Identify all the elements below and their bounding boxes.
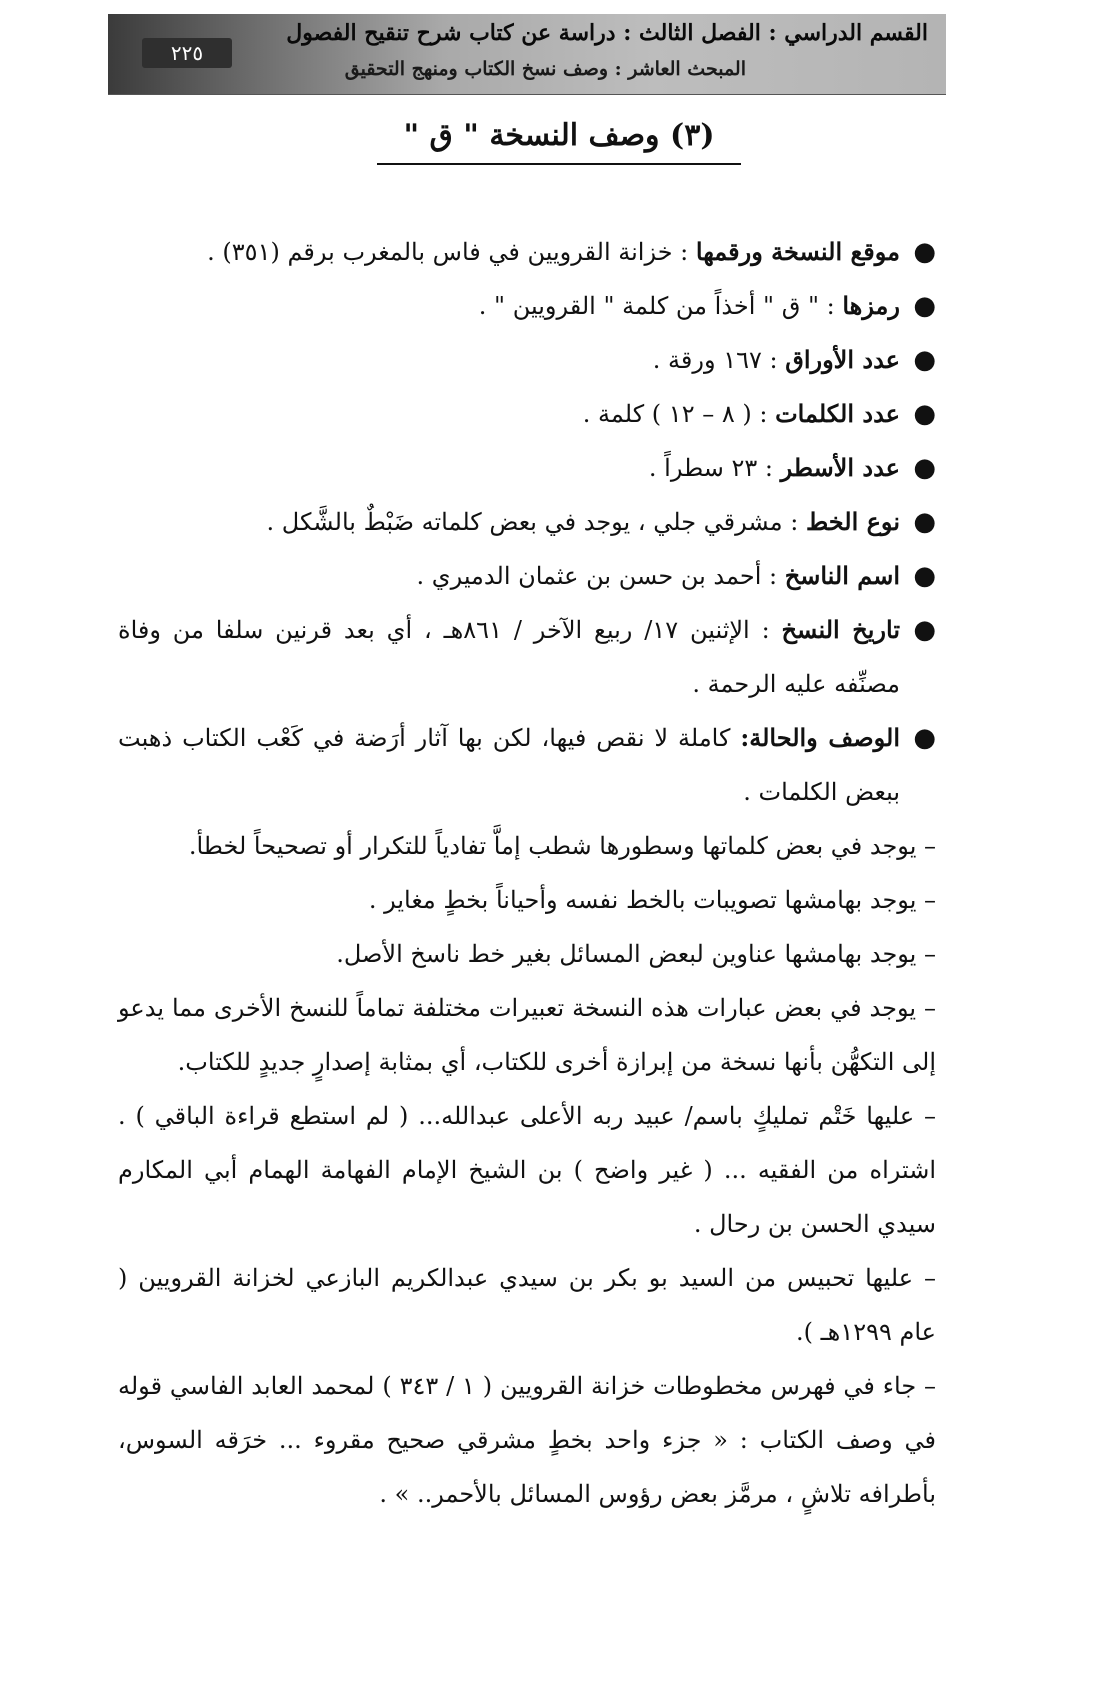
title-container — [0, 118, 1118, 165]
note-paragraph: – جاء في فهرس مخطوطات خزانة القرويين ( ١ / ٣٤٣ ) لمحمد العابد الفاسي قوله في وصف الكتاب : « جزء واحد بخطٍ مشرقي صحيح مقروء ... خرَقه السوس، بأطرافه تلاشٍ ، مرمَّز بعض رؤوس المسائل بالأحمر.. » . — [118, 1372, 937, 1508]
item-separator — [730, 724, 740, 752]
page-number: ٢٢٥ — [142, 38, 232, 68]
item-text: أحمد بن حسن بن عثمان الدميري . — [416, 562, 762, 590]
note-paragraph: – يوجد بهامشها عناوين لبعض المسائل بغير خط ناسخ الأصل. — [336, 940, 936, 968]
item-label: موقع النسخة ورقمها — [695, 237, 900, 266]
section-title: (٣) وصف النسخة " ق " — [377, 118, 740, 165]
bullet-icon: ● — [913, 615, 936, 645]
list-item — [118, 603, 936, 711]
item-label: عدد الأسطر — [780, 453, 900, 482]
item-separator: : — [749, 616, 782, 644]
item-text: ٢٣ سطراً . — [648, 454, 758, 482]
item-text: ( ٨ – ١٢ ) كلمة . — [582, 400, 752, 428]
item-label: رمزها — [842, 291, 900, 320]
list-item — [118, 549, 936, 603]
item-text: مشرقي جلي ، يوجد في بعض كلماته ضَبْطٌ بالشَّكل . — [266, 508, 783, 536]
note-paragraph: – يوجد في بعض كلماتها وسطورها شطب إماَّ تفادياً للتكرار أو تصحيحاً لخطأ. — [188, 832, 936, 860]
running-header — [108, 14, 946, 95]
list-item — [118, 711, 936, 819]
item-label: عدد الأوراق — [785, 345, 900, 374]
bullet-icon: ● — [913, 453, 936, 483]
item-text: كاملة لا نقص فيها، لكن بها آثار أرَضة في كَعْب الكتاب ذهبت ببعض الكلمات . — [118, 724, 900, 806]
item-label: تاريخ النسخ — [781, 615, 901, 644]
item-separator: : — [761, 346, 786, 374]
item-separator: : — [782, 508, 806, 536]
note-paragraph: – يوجد في بعض عبارات هذه النسخة تعبيرات مختلفة تماماً للنسخ الأخرى مما يدعو إلى التكهُّن بأنها نسخة من إبرازة أخرى للكتاب، أي بمثابة إصدارٍ جديدٍ للكتاب. — [118, 994, 936, 1076]
manuscript-details-list — [118, 225, 936, 819]
bullet-icon: ● — [913, 291, 936, 321]
note-paragraph: – يوجد بهامشها تصويبات بالخط نفسه وأحياناً بخطٍ مغاير . — [368, 886, 936, 914]
item-text: خزانة القرويين في فاس بالمغرب برقم (٣٥١) . — [207, 238, 673, 266]
note-paragraph: – عليها خَتْم تمليكٍ باسم/ عبيد ربه الأعلى عبدالله... ( لم استطع قراءة الباقي ) . اشتراه من الفقيه ... ( غير واضح ) بن الشيخ الإمام الفهامة الهمام أبي المكارم سيدي الحسن بن رحال . — [118, 1102, 936, 1238]
item-separator: : — [751, 400, 776, 428]
list-item — [118, 441, 936, 495]
bullet-icon: ● — [913, 399, 936, 429]
list-item — [118, 225, 936, 279]
item-separator: : — [757, 454, 781, 482]
item-separator: : — [819, 292, 843, 320]
item-separator: : — [672, 238, 696, 266]
item-label: الوصف والحالة: — [740, 723, 900, 752]
list-item — [118, 387, 936, 441]
item-label: عدد الكلمات — [775, 399, 900, 428]
document-body — [118, 225, 936, 1521]
item-label: نوع الخط — [805, 507, 900, 536]
header-section-title: القسم الدراسي : الفصل الثالث : دراسة عن كتاب شرح تنقيح الفصول — [286, 20, 928, 46]
item-text: ١٦٧ ورقة . — [652, 346, 762, 374]
list-item — [118, 495, 936, 549]
item-text: " ق " أخذاً من كلمة " القرويين " . — [478, 292, 819, 320]
header-subsection-title: المبحث العاشر : وصف نسخ الكتاب ومنهج التحقيق — [344, 58, 746, 80]
bullet-icon: ● — [913, 561, 936, 591]
bullet-icon: ● — [913, 345, 936, 375]
item-label: اسم الناسخ — [784, 561, 900, 590]
list-item — [118, 279, 936, 333]
item-separator: : — [761, 562, 785, 590]
bullet-icon: ● — [913, 237, 936, 267]
item-text: الإثنين ١٧/ ربيع الآخر / ٨٦١هـ ، أي بعد قرنين سلفا من وفاة مصنِّفه عليه الرحمة . — [118, 616, 900, 698]
list-item — [118, 333, 936, 387]
bullet-icon: ● — [913, 507, 936, 537]
bullet-icon: ● — [913, 723, 936, 753]
note-paragraph: – عليها تحبيس من السيد بو بكر بن سيدي عبدالكريم البازعي لخزانة القرويين ( عام ١٢٩٩هـ ). — [118, 1264, 936, 1346]
